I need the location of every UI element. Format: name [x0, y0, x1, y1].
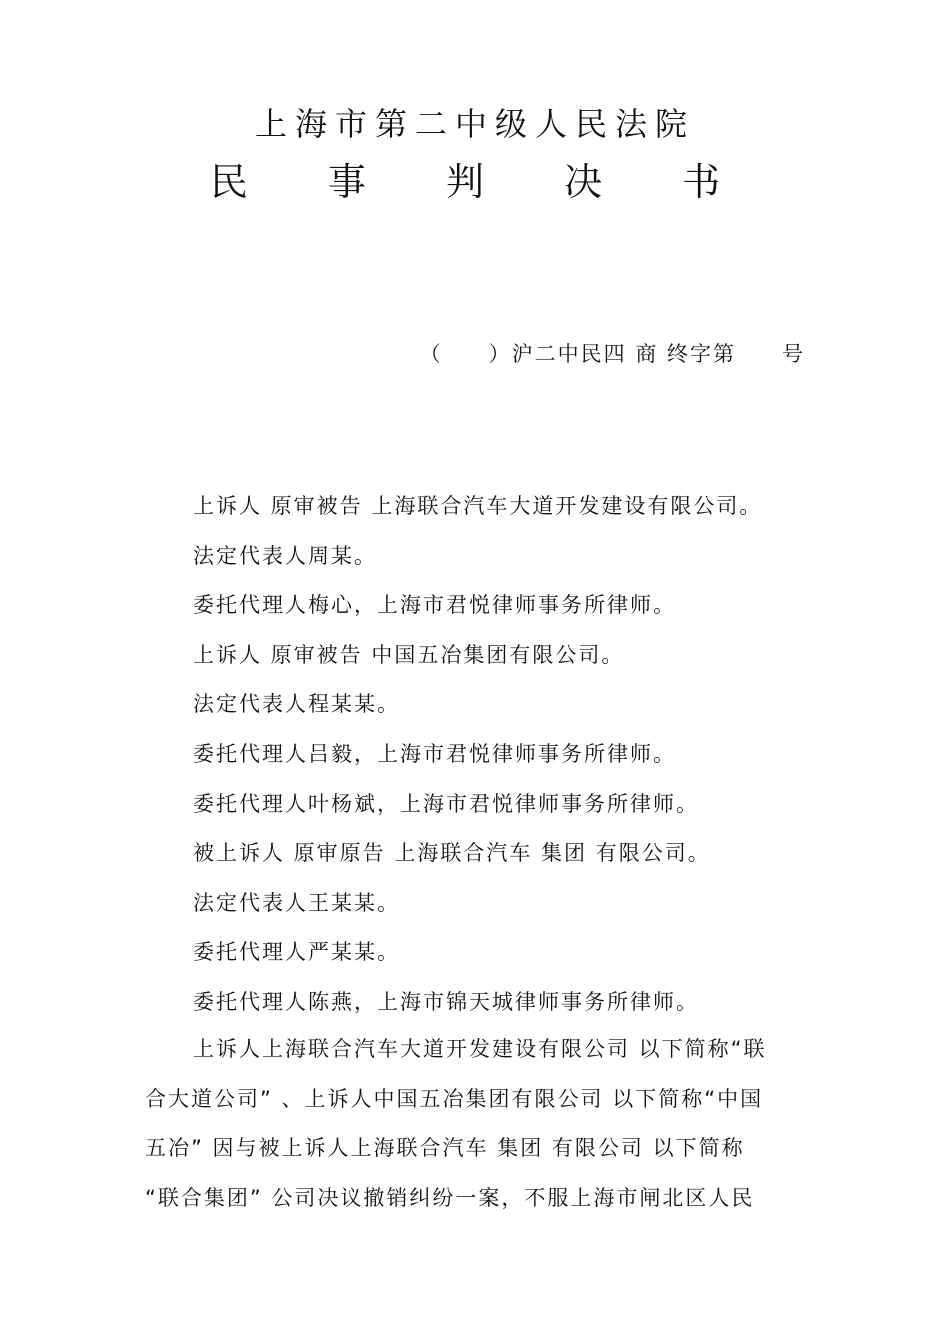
case-number: （ ）沪二中民四 商 终字第 号	[419, 342, 805, 366]
party-line-agent-1: 委托代理人梅心，上海市君悦律师事务所律师。	[193, 593, 676, 618]
party-line-agent-4: 委托代理人严某某。	[193, 940, 400, 965]
body-line: 上诉人上海联合汽车大道开发建设有限公司 以下简称“联	[193, 1037, 767, 1061]
party-line-appellee: 被上诉人 原审原告 上海联合汽车 集团 有限公司。	[193, 841, 711, 866]
party-line-agent-3: 委托代理人叶杨斌，上海市君悦律师事务所律师。	[193, 791, 699, 816]
party-line-legal-rep-2: 法定代表人程某某。	[193, 692, 400, 717]
party-list	[193, 482, 833, 1028]
body-line: 合大道公司” 、上诉人中国五冶集团有限公司 以下简称“中国	[145, 1086, 764, 1111]
document-type-title: 民 事 判 决 书	[209, 160, 755, 204]
party-line-agent-2: 委托代理人吕毅，上海市君悦律师事务所律师。	[193, 741, 676, 766]
party-line-agent-5: 委托代理人陈燕，上海市锦天城律师事务所律师。	[193, 989, 699, 1014]
court-name: 上海市第二中级人民法院	[254, 105, 695, 143]
body-line: 五冶” 因与被上诉人上海联合汽车 集团 有限公司 以下简称	[145, 1136, 745, 1160]
body-paragraph	[145, 1025, 807, 1223]
party-line-legal-rep-3: 法定代表人王某某。	[193, 890, 400, 915]
party-line-appellant-1: 上诉人 原审被告 上海联合汽车大道开发建设有限公司。	[193, 494, 763, 518]
body-line: “联合集团” 公司决议撤销纠纷一案，不服上海市闸北区人民	[145, 1185, 755, 1210]
party-line-legal-rep-1: 法定代表人周某。	[193, 543, 377, 568]
party-line-appellant-2: 上诉人 原审被告 中国五冶集团有限公司。	[193, 642, 625, 667]
